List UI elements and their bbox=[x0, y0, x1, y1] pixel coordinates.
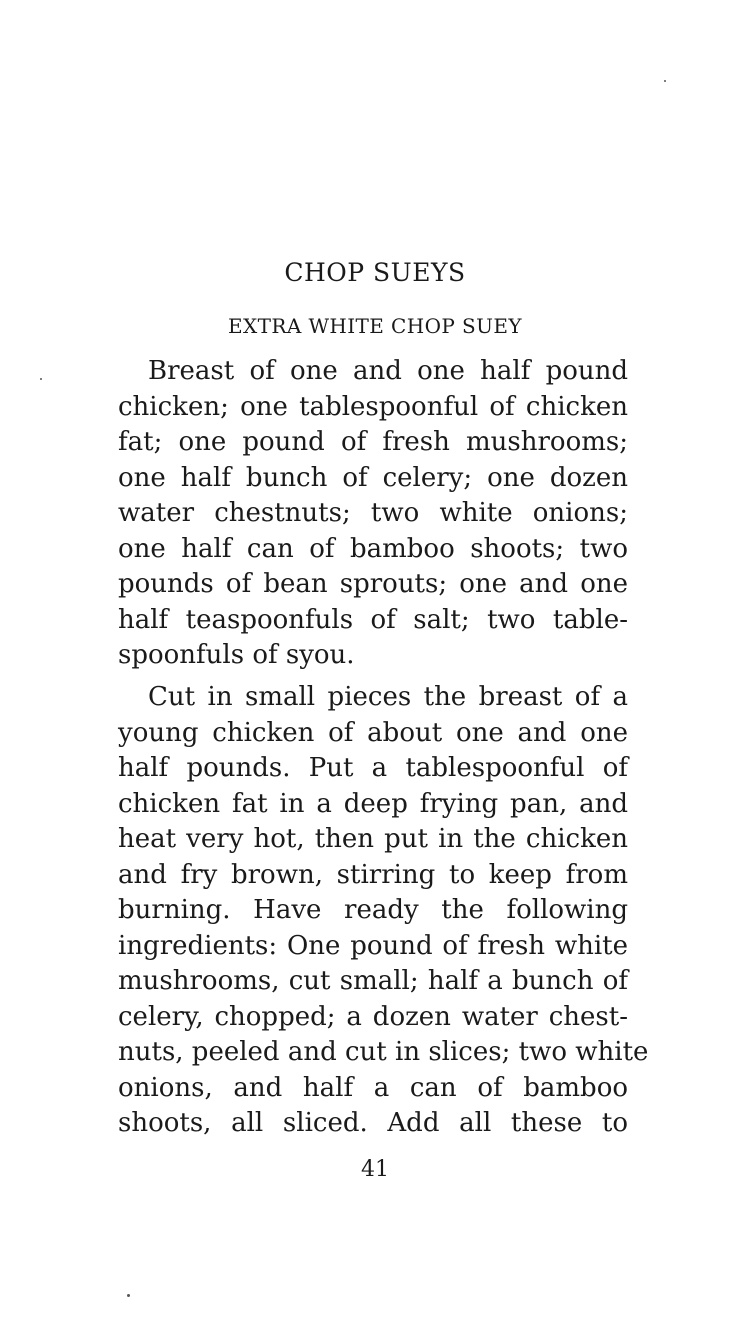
scan-speck bbox=[127, 1294, 130, 1297]
text-line: celery, chopped; a dozen water chest- bbox=[118, 1001, 628, 1032]
ingredients-paragraph bbox=[118, 354, 628, 674]
text-line: spoonfuls of syou. bbox=[118, 640, 355, 670]
text-line: water chestnuts; two white onions; bbox=[118, 498, 628, 528]
text-line: young chicken of about one and one bbox=[118, 717, 628, 748]
text-line: nuts, peeled and cut in slices; two white bbox=[118, 1037, 649, 1067]
text-line: pounds of bean sprouts; one and one bbox=[118, 569, 628, 599]
text-line: chicken; one tablespoonful of chicken bbox=[118, 391, 628, 422]
text-line: fat; one pound of fresh mushrooms; bbox=[118, 427, 628, 457]
instructions-paragraph bbox=[118, 680, 649, 1142]
text-line: half pounds. Put a tablespoonful of bbox=[118, 753, 628, 783]
text-line: Cut in small pieces the breast of a bbox=[148, 682, 628, 712]
text-line: ingredients: One pound of fresh white bbox=[118, 930, 628, 961]
text-line: onions, and half a can of bamboo bbox=[118, 1072, 628, 1103]
recipe-title: EXTRA WHITE CHOP SUEY bbox=[228, 314, 522, 338]
scan-speck bbox=[664, 80, 666, 82]
text-line: one half can of bamboo shoots; two bbox=[118, 533, 628, 564]
text-line: half teaspoonfuls of salt; two table- bbox=[118, 604, 628, 635]
text-line: mushrooms, cut small; half a bunch of bbox=[118, 966, 628, 996]
text-line: one half bunch of celery; one dozen bbox=[118, 462, 628, 493]
page-number: 41 bbox=[361, 1157, 389, 1182]
text-line: chicken fat in a deep frying pan, and bbox=[118, 788, 628, 819]
text-line: and fry brown, stirring to keep from bbox=[118, 859, 628, 890]
text-line: burning. Have ready the following bbox=[118, 895, 628, 925]
chapter-heading: CHOP SUEYS bbox=[284, 258, 466, 287]
text-line: heat very hot, then put in the chicken bbox=[118, 824, 628, 854]
text-line: Breast of one and one half pound bbox=[148, 356, 628, 386]
text-line: shoots, all sliced. Add all these to bbox=[118, 1108, 628, 1138]
scan-speck bbox=[40, 378, 42, 380]
